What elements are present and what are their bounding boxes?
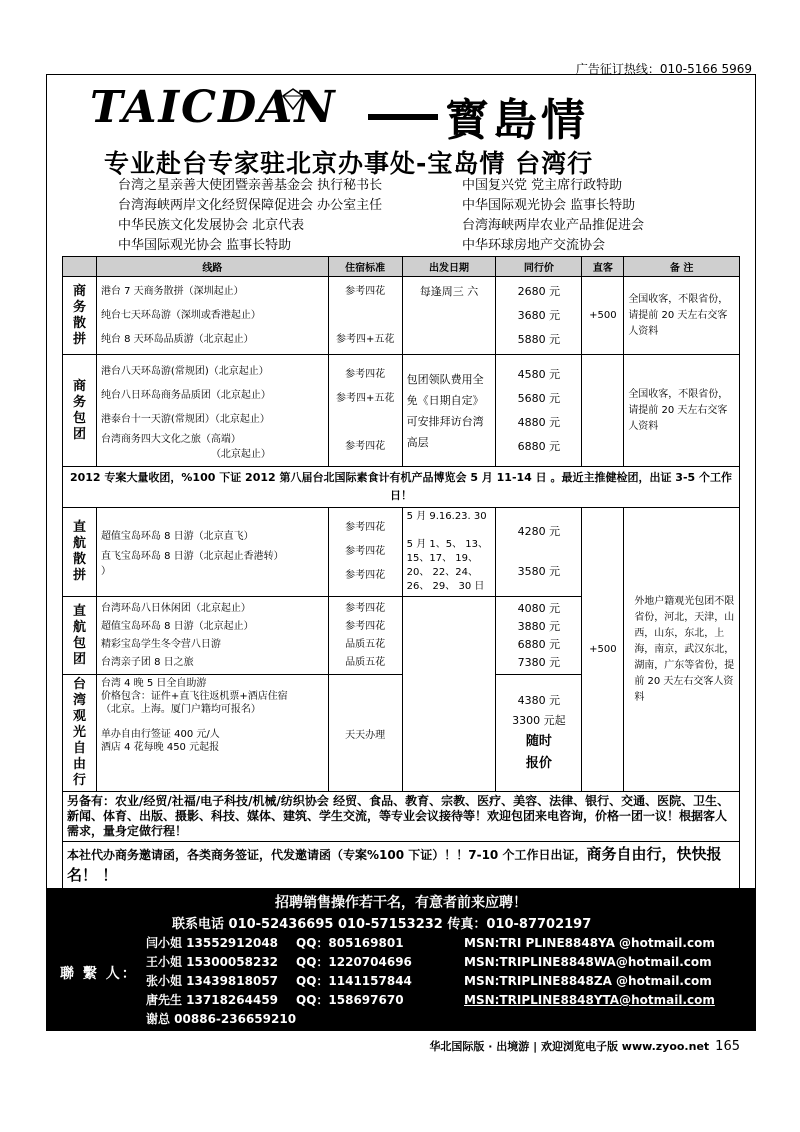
- route: 纯台八日环岛商务品质团（北京起止）: [100, 389, 271, 401]
- contact-name: 王小姐 15300058232: [146, 955, 279, 969]
- table-header-row: [63, 257, 740, 277]
- page-number: 165: [715, 1039, 740, 1054]
- logo-dash: [368, 114, 438, 120]
- banner-row: [63, 467, 740, 508]
- hotel-std: 参考四花: [345, 368, 386, 380]
- header-empty: [63, 257, 97, 277]
- date-cell: 每逢周三 六: [402, 277, 496, 355]
- route-cell: [96, 675, 328, 792]
- table-row: [63, 277, 740, 355]
- contact-name: 闫小姐 13552912048: [146, 936, 279, 950]
- credential: 台湾海峡两岸文化经贸保障促进会 办公室主任: [118, 198, 383, 213]
- contact-qq: QQ：805169801: [296, 936, 404, 950]
- category-label: 商务包团: [63, 355, 97, 467]
- price: 4280 元: [517, 525, 561, 538]
- credential: 台湾海峡两岸农业产品推促进会: [462, 218, 645, 233]
- header-hotel: 住宿标准: [328, 257, 402, 277]
- hotel-cell: [328, 508, 402, 597]
- recruit-notice: 招聘销售操作若干名，有意者前来应聘！: [275, 895, 527, 911]
- route: 港台 7 天商务散拼（深圳起止）: [100, 285, 244, 297]
- brand-logo: [90, 82, 710, 144]
- category-label: 台湾观光自由行: [63, 675, 97, 792]
- category-label: 商务散拼: [63, 277, 97, 355]
- diamond-icon: [282, 88, 304, 110]
- price-cell: [496, 355, 582, 467]
- route: ）: [100, 566, 111, 577]
- hotel-std: 参考四花: [345, 620, 386, 632]
- route: 精彩宝岛学生冬令营八日游: [100, 638, 221, 650]
- route: 超值宝岛环岛 8 日游（北京直飞）: [100, 531, 254, 542]
- route: 超值宝岛环岛 8 日游（北京起止）: [100, 620, 254, 632]
- direct-cell: +500: [582, 277, 624, 355]
- contact-msn[interactable]: MSN:TRI PLINE8848YA @hotmail.com: [464, 936, 715, 950]
- price: 报价: [525, 756, 552, 771]
- contact-msn[interactable]: MSN:TRIPLINE8848YTA@hotmail.com: [464, 993, 715, 1007]
- price-cell: [496, 508, 582, 597]
- note-cell: 全国收客，不限省份，请提前 20 天左右交客人资料: [624, 355, 740, 467]
- proxy-callout: 商务自由行，快快报名！ ！: [67, 845, 722, 884]
- hotel-std: 参考四花: [345, 440, 386, 452]
- contact-msn[interactable]: MSN:TRIPLINE8848ZA @hotmail.com: [464, 974, 712, 988]
- credentials-list: [118, 176, 738, 256]
- ad-hotline: 广告征订热线：010-5166 5969: [575, 62, 752, 76]
- price-cell: [496, 675, 582, 792]
- price: 3580 元: [517, 565, 561, 578]
- contact-name: 唐先生 13718264459: [146, 993, 279, 1007]
- hotel-std: 参考四花: [345, 546, 386, 557]
- contact-row: [146, 953, 715, 972]
- route: 纯台 8 天环岛品质游（北京起止）: [100, 333, 254, 345]
- price: 2680 元: [517, 284, 561, 298]
- direct-cell: [582, 355, 624, 467]
- hotel-std: [333, 304, 398, 328]
- headline: 专业赴台专家驻北京办事处-宝岛情 台湾行: [104, 149, 594, 178]
- brand-chinese-name: 寳島情: [445, 95, 589, 146]
- price: 4080 元: [517, 601, 561, 615]
- header-direct: 直客: [582, 257, 624, 277]
- route: 台湾商务四大文化之旅（高端）: [100, 433, 241, 445]
- route-cell: [96, 597, 328, 675]
- logo-wordmark: TAICDAN: [90, 82, 337, 133]
- contact-row: [146, 1010, 715, 1029]
- route-cell: [96, 508, 328, 597]
- contact-label: 聯 繫 人：: [60, 966, 138, 982]
- route: 港泰台十一天游(常规团）（北京起止）: [100, 413, 270, 425]
- price: 7380 元: [517, 655, 561, 669]
- hotel-cell: [328, 597, 402, 675]
- route: 台湾亲子团 8 日之旅: [100, 656, 194, 668]
- header-note: 备 注: [624, 257, 740, 277]
- table-row: [63, 355, 740, 467]
- price: 3680 元: [517, 308, 561, 322]
- date-cell: [402, 597, 496, 792]
- route-cell: [96, 277, 328, 355]
- promo-banner: 2012 专案大量收团，%100 下证 2012 第八届台北国际素食计有机产品博览会 5 月 11-14 日 。最近主推健检团，出证 3-5 个工作日！: [63, 467, 740, 508]
- credential: 中华国际观光协会 监事长特助: [462, 198, 636, 213]
- credential: 中华环球房地产交流协会: [462, 238, 606, 253]
- hotel-std: 品质五花: [345, 638, 386, 650]
- price: 4580 元: [517, 367, 561, 381]
- credential: 中华民族文化发展协会 北京代表: [118, 218, 305, 233]
- route: 台湾 4 晚 5 日全自助游: [100, 678, 207, 689]
- route: 单办自由行签证 400 元/人: [100, 729, 220, 740]
- contact-panel: [46, 888, 756, 1031]
- date: 5 月 9.16.23. 30: [406, 511, 487, 522]
- hotel-cell: [328, 277, 402, 355]
- price: 3300 元起: [512, 714, 566, 727]
- credential: 中国复兴党 党主席行政特助: [462, 178, 623, 193]
- contact-msn[interactable]: MSN:TRIPLINE8848WA@hotmail.com: [464, 955, 712, 969]
- route: 直飞宝岛环岛 8 日游（北京起止香港转）: [100, 551, 284, 562]
- header-route: 线路: [96, 257, 328, 277]
- note-cell: 全国收客，不限省份，请提前 20 天左右交客人资料: [624, 277, 740, 355]
- header-date: 出发日期: [402, 257, 496, 277]
- contact-row: [146, 934, 715, 953]
- hotel-std: 参考四+五花: [335, 333, 395, 345]
- price: 5680 元: [517, 391, 561, 405]
- route: （北京。上海。厦门户籍均可报名）: [100, 704, 261, 715]
- note-cell: 外地户籍观光包团不限省份，河北，天津，山西，山东，东北，上海，南京，武汉东北，湖南，广东等省份，提前 20 天左右交客人资料: [624, 508, 740, 792]
- price: 6880 元: [517, 439, 561, 453]
- route: 酒店 4 花每晚 450 元起报: [100, 742, 220, 753]
- hotel-std: [333, 411, 398, 435]
- other-row: [63, 792, 740, 842]
- price: 随时: [525, 734, 552, 749]
- hotel-std: 品质五花: [345, 656, 386, 668]
- hotel-cell: 天天办理: [328, 675, 402, 792]
- credential: 中华国际观光协会 监事长特助: [118, 238, 292, 253]
- route: 纯台七天环岛游（深圳或香港起止）: [100, 309, 261, 321]
- hotel-cell: [328, 355, 402, 467]
- date-cell: [402, 508, 496, 597]
- price: 3880 元: [517, 619, 561, 633]
- price-cell: [496, 597, 582, 675]
- category-label: 直航包团: [63, 597, 97, 675]
- price-cell: [496, 277, 582, 355]
- hotel-std: 参考四花: [345, 570, 386, 581]
- proxy-body: 本社代办商务邀请函，各类商务签证，代发邀请函（专案%100 下证）！！7-10 个工作日出证，: [67, 848, 587, 862]
- page-footer: [429, 1038, 740, 1054]
- contact-qq: QQ：1141157844: [296, 974, 412, 988]
- contact-name: 谢总 00886-236659210: [146, 1012, 297, 1026]
- phone-numbers: 联系电话 010-52436695 010-57153232 传真：010-87702197: [172, 917, 592, 932]
- contact-row: [146, 991, 715, 1010]
- proxy-row: [63, 842, 740, 889]
- route: 台湾环岛八日休闲团（北京起止）: [100, 602, 251, 614]
- price: 4880 元: [517, 415, 561, 429]
- direct-cell: +500: [582, 508, 624, 792]
- price: 5880 元: [517, 332, 561, 346]
- visa-proxy-text: [63, 842, 740, 889]
- hotel-std: 参考四花: [345, 285, 386, 297]
- category-label: 直航散拼: [63, 508, 97, 597]
- date: 5 月 1、5、 13、 15、17、 19、 20、 22、24、 26、 29、 30 日: [406, 539, 489, 592]
- credential: 台湾之星亲善大使团暨亲善基金会 执行秘书长: [118, 178, 383, 193]
- hotel-std: 参考四花: [345, 522, 386, 533]
- date-cell: 包团领队费用全免《日期自定》可安排拜访台湾高层: [402, 355, 496, 467]
- route: 价格包含：证件+直飞往返机票+酒店住宿: [100, 691, 288, 702]
- route-cell: [96, 355, 328, 467]
- price: 4380 元: [517, 694, 561, 707]
- contact-row: [146, 972, 715, 991]
- hotel-std: 参考四+五花: [335, 392, 395, 404]
- route: 港台八天环岛游(常规团)（北京起止）: [100, 365, 269, 377]
- contact-name: 张小姐 13439818057: [146, 974, 279, 988]
- hotel-std: 参考四花: [345, 602, 386, 614]
- footer-text: 华北国际版 · 出境游 | 欢迎浏览电子版 www.zyoo.net: [429, 1040, 710, 1053]
- table-row: [63, 508, 740, 597]
- contact-list: [146, 934, 715, 1029]
- tour-table: [62, 256, 740, 889]
- contact-qq: QQ：1220704696: [296, 955, 412, 969]
- header-peer-price: 同行价: [496, 257, 582, 277]
- contact-qq: QQ：158697670: [296, 993, 404, 1007]
- route: （北京起止）: [210, 448, 271, 460]
- other-services: 另备有：农业/经贸/社福/电子科技/机械/纺织协会 经贸、食品、教育、宗教、医疗、美容、法律、银行、交通、医院、卫生、新闻、体育、出版、摄影、科技、媒体、建筑、学生交流，等专业会议接待等！欢迎包团来电咨询，价格一团一议！根据客人需求，量身定做行程！: [63, 792, 740, 842]
- price: 6880 元: [517, 637, 561, 651]
